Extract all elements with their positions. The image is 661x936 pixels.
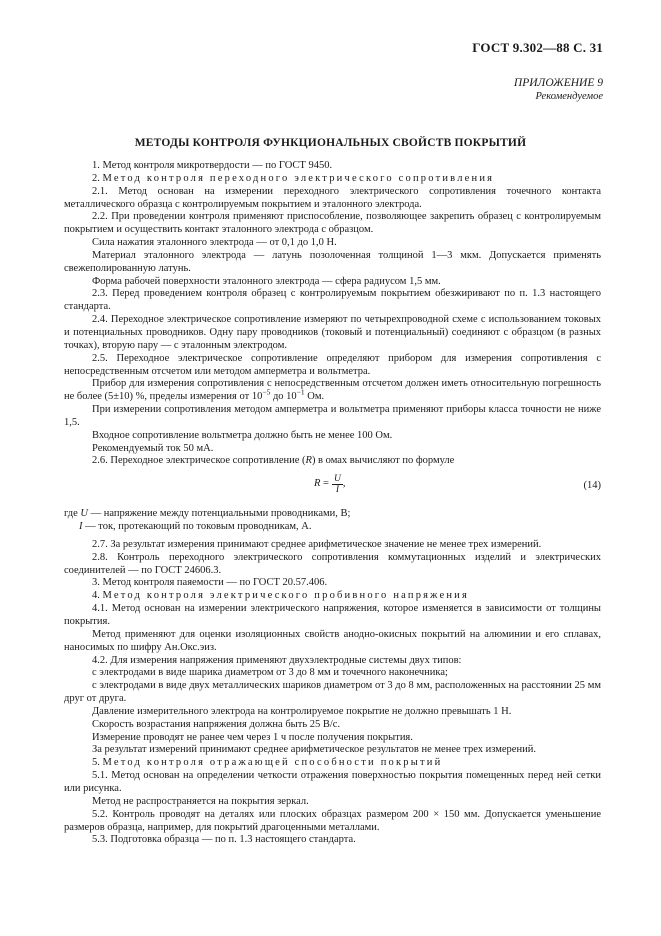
appendix-number: ПРИЛОЖЕНИЕ 9 bbox=[513, 77, 603, 89]
paragraph: 3. Метод контроля паяемости — по ГОСТ 20.57.406. bbox=[92, 577, 328, 589]
formula-14 bbox=[64, 474, 601, 504]
fraction: $\frac{U}{I}$ bbox=[333, 474, 341, 496]
paragraph: Измерение проводят не ранее чем через 1 ч после получения покрытия. bbox=[92, 731, 413, 743]
paragraph: 1. Метод контроля микротвердости — по ГОСТ 9450. bbox=[92, 160, 333, 171]
paragraph: 5.1. Метод основан на определении четкости отражения поверхностью покрытия помещенных перед ней сетки или рисунка. bbox=[64, 770, 601, 794]
paragraph: 5.3. Подготовка образца — по п. 1.3 настоящего стандарта. bbox=[92, 834, 356, 846]
definition-u: где U — напряжение между потенциальными проводниками, В; bbox=[64, 508, 351, 520]
paragraph: Метод не распространяется на покрытия зеркал. bbox=[92, 795, 309, 807]
document-body bbox=[64, 160, 601, 847]
paragraph: 5.2. Контроль проводят на деталях или плоских образцах размером 200 × 150 мм. Допускается уменьшение размеров образца, например, для покрытий драгоценными металлами. bbox=[64, 808, 601, 833]
paragraph: Рекомендуемый ток 50 мА. bbox=[92, 442, 214, 454]
paragraph: 2.1. Метод основан на измерении переходного электрического сопротивления точечного контакта металлического образца с контролируемым покрытием и эталонного электрода. bbox=[64, 185, 601, 210]
paragraph: 4.1. Метод основан на измерении электрического напряжения, которое изменяется в зависимости от толщины покрытия. bbox=[64, 603, 601, 627]
paragraph: Метод применяют для оценки изоляционных свойств анодно-окисных покрытий на алюминии и его сплавах, наносимых по шифру Ан.Окс.эиз. bbox=[64, 628, 601, 653]
formula-number: (14) bbox=[583, 480, 601, 492]
paragraph: 2.5. Переходное электрическое сопротивление определяют прибором для измерения сопротивления с непосредственным отсчетом или методом амперметра и вольтметра. bbox=[64, 352, 601, 377]
definition-i: I — ток, протекающий по токовым проводникам, А. bbox=[79, 521, 312, 533]
paragraph: 2.4. Переходное электрическое сопротивление измеряют по четырехпроводной схеме с использованием токовых и потенциальных проводников. Одну пару проводников (токовый и потенциальный) соединяют с образцом (в разных точках), вторую пару — с эталонным электродом. bbox=[64, 314, 601, 351]
paragraph: Материал эталонного электрода — латунь позолоченная толщиной 1—3 мкм. Допускается применять свежеполированную латунь. bbox=[64, 249, 601, 274]
section-heading: 2. Метод контроля переходного электрического сопротивления bbox=[92, 172, 495, 184]
formula-expression: R = $\frac{U}{I}$ , bbox=[314, 474, 346, 496]
section-heading: 5. Метод контроля отражающей способности покрытий bbox=[92, 757, 443, 769]
paragraph: 2.2. При проведении контроля применяют приспособление, позволяющее закрепить образец с контролируемым покрытием и осуществить контакт эталонного электрода с образцом. bbox=[64, 211, 601, 236]
section-title: МЕТОДЫ КОНТРОЛЯ ФУНКЦИОНАЛЬНЫХ СВОЙСТВ ПОКРЫТИЙ bbox=[134, 137, 527, 149]
paragraph: Скорость возрастания напряжения должна быть 25 В/с. bbox=[92, 718, 341, 730]
paragraph: 2.6. Переходное электрическое сопротивление (R) в омах вычисляют по формуле bbox=[92, 455, 455, 467]
paragraph: За результат измерений принимают среднее арифметическое результатов не менее трех измерений. bbox=[92, 744, 536, 756]
paragraph: с электродами в виде двух металлических шариков диаметром от 3 до 8 мм, расположенных на расстоянии 25 мм друг от друга. bbox=[64, 680, 601, 705]
paragraph: 2.3. Перед проведением контроля образец с контролируемым покрытием обезжиривают по п. 1.3 настоящего стандарта. bbox=[64, 288, 601, 313]
paragraph: с электродами в виде шарика диаметром от 3 до 8 мм и точечного наконечника; bbox=[92, 667, 448, 679]
paragraph: Сила нажатия эталонного электрода — от 0,1 до 1,0 Н. bbox=[92, 237, 337, 249]
paragraph: Входное сопротивление вольтметра должно быть не менее 100 Ом. bbox=[92, 429, 393, 441]
paragraph: Давление измерительного электрода на контролируемое покрытие не должно превышать 1 Н. bbox=[92, 705, 512, 717]
appendix-label bbox=[514, 77, 603, 103]
paragraph: 4.2. Для измерения напряжения применяют двухэлектродные системы двух типов: bbox=[92, 654, 462, 666]
section-heading: 4. Метод контроля электрического пробивного напряжения bbox=[92, 590, 470, 602]
appendix-status: Рекомендуемое bbox=[535, 91, 603, 102]
paragraph: Форма рабочей поверхности эталонного электрода — сфера радиусом 1,5 мм. bbox=[92, 275, 441, 287]
paragraph: 2.8. Контроль переходного электрического сопротивления коммутационных изделий и электрических соединителей — по ГОСТ 24606.3. bbox=[64, 551, 601, 576]
paragraph: При измерении сопротивления методом амперметра и вольтметра применяют приборы класса точности не ниже 1,5. bbox=[64, 404, 601, 428]
paragraph: 2.7. За результат измерения принимают среднее арифметическое значение не менее трех измерений. bbox=[92, 538, 542, 550]
paragraph: Прибор для измерения сопротивления с непосредственным отсчетом должен иметь относительную погрешность не более (5±10) %, пределы измерения от $10^{-5}$ до $10^{-1}$ Ом. bbox=[64, 378, 601, 403]
page-header: ГОСТ 9.302—88 С. 31 bbox=[472, 40, 603, 55]
